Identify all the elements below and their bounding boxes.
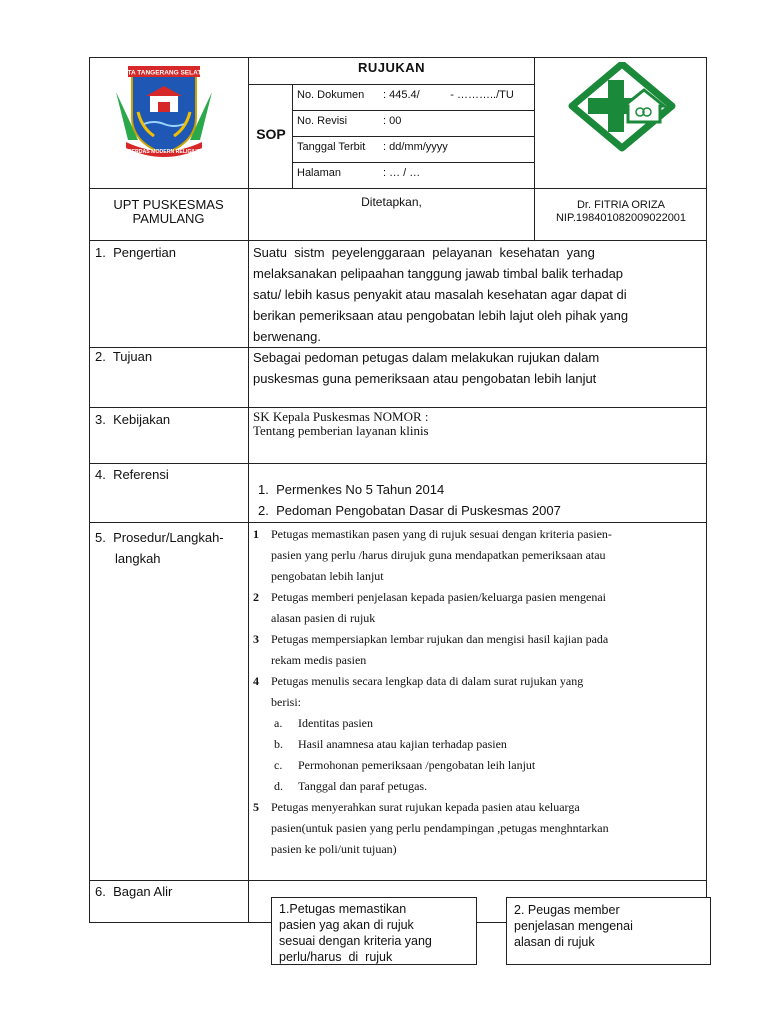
- tujuan-line: puskesmas guna pemeriksaan atau pengobatan lebih lanjut: [253, 371, 597, 386]
- pengertian-line: berwenang.: [253, 329, 321, 344]
- referensi-list: [258, 479, 698, 521]
- step-line: Petugas memastikan pasen yang di rujuk sesuai dengan kriteria pasien-: [271, 527, 612, 541]
- step-line: pasien(untuk pasien yang perlu pendampingan ,petugas menghntarkan: [271, 821, 609, 835]
- step-line: berisi:: [271, 695, 301, 709]
- label-tujuan: 2. Tujuan: [95, 349, 153, 364]
- flowchart-box-line: pasien yag akan di rujuk: [279, 918, 414, 932]
- referensi-item: 2. Pedoman Pengobatan Dasar di Puskesmas 2007: [258, 503, 561, 518]
- step-line: Petugas menulis secara lengkap data di dalam surat rujukan yang: [271, 674, 584, 688]
- step-number: 3: [253, 632, 259, 646]
- step-line: pasien yang perlu /harus dirujuk guna mendapatkan pemeriksaan atau: [271, 548, 606, 562]
- step-line: pasien ke poli/unit tujuan): [271, 842, 397, 856]
- sub-item-text: Permohonan pemeriksaan /pengobatan leih lanjut: [298, 758, 536, 772]
- sop-label: SOP: [256, 126, 286, 142]
- procedure-step: [253, 524, 703, 587]
- procedure-step: [253, 629, 703, 671]
- procedure-step: [253, 671, 703, 713]
- label-kebijakan: 3. Kebijakan: [95, 412, 171, 427]
- sub-item: [253, 713, 703, 734]
- referensi-item: 1. Permenkes No 5 Tahun 2014: [258, 482, 445, 497]
- step-number: 4: [253, 674, 259, 688]
- flowchart-box-line: perlu/harus di rujuk: [279, 950, 393, 964]
- step-line: alasan pasien di rujuk: [271, 611, 376, 625]
- label-prosedur-line2: langkah: [115, 551, 161, 566]
- step-line: Petugas mempersiapkan lembar rujukan dan mengisi hasil kajian pada: [271, 632, 609, 646]
- step-number: 5: [253, 800, 259, 814]
- flowchart-box-line: alasan di rujuk: [514, 935, 595, 949]
- field-value-halaman: : … / …: [383, 167, 421, 179]
- field-label-no-dokumen: No. Dokumen: [297, 89, 365, 101]
- step-line: Petugas memberi penjelasan kepada pasien/keluarga pasien mengenai: [271, 590, 606, 604]
- label-prosedur: [95, 527, 224, 569]
- kebijakan-text: [253, 410, 702, 438]
- field-value-tanggal-terbit: : dd/mm/yyyy: [383, 141, 448, 153]
- tujuan-text: [253, 347, 702, 389]
- flowchart-box-line: 2. Peugas member: [514, 903, 620, 917]
- pengertian-line: Suatu sistm peyelenggaraan pelayanan kesehatan yang: [253, 245, 595, 260]
- label-pengertian: 1. Pengertian: [95, 245, 176, 260]
- flowchart-box-1: [271, 897, 477, 965]
- sub-item-letter: c.: [274, 758, 283, 772]
- label-referensi: 4. Referensi: [95, 467, 169, 482]
- procedure-step: [253, 797, 703, 860]
- sub-item: [253, 755, 703, 776]
- field-value-no-revisi: : 00: [383, 115, 402, 127]
- step-line: Petugas menyerahkan surat rujukan kepada pasien atau keluarga: [271, 800, 580, 814]
- ditetapkan-label: Ditetapkan,: [361, 195, 422, 209]
- tujuan-line: Sebagai pedoman petugas dalam melakukan rujukan dalam: [253, 350, 600, 365]
- sub-item-letter: a.: [274, 716, 283, 730]
- pengertian-text: [253, 242, 702, 347]
- kebijakan-line: Tentang pemberian layanan klinis: [253, 423, 429, 438]
- signatory-nip: NIP.198401082009022001: [555, 212, 687, 224]
- sub-item-letter: d.: [274, 779, 283, 793]
- signatory-name: Dr. FITRIA ORIZA: [576, 199, 665, 211]
- flowchart-box-line: sesuai dengan kriteria yang: [279, 934, 432, 948]
- field-value-no-dokumen: : 445.4/ - ………../TU: [383, 89, 514, 101]
- step-number: 1: [253, 527, 259, 541]
- document-title: RUJUKAN: [357, 60, 426, 75]
- region-logo: [108, 62, 220, 162]
- org-name-line1: UPT PUSKESMAS: [113, 197, 224, 212]
- step-line: rekam medis pasien: [271, 653, 367, 667]
- puskesmas-logo: [568, 62, 676, 152]
- prosedur-steps: [253, 524, 703, 860]
- flowchart-connector: [477, 922, 506, 923]
- flowchart-box-line: penjelasan mengenai: [514, 919, 633, 933]
- label-prosedur-line1: 5. Prosedur/Langkah-: [95, 530, 224, 545]
- step-line: pengobatan lebih lanjut: [271, 569, 384, 583]
- sub-item: [253, 776, 703, 797]
- flowchart-box-2: [506, 897, 711, 965]
- org-name-line2: PAMULANG: [132, 211, 205, 226]
- flowchart-box-line: 1.Petugas memastikan: [279, 902, 407, 916]
- step-number: 2: [253, 590, 259, 604]
- pengertian-line: melaksanakan pelipaahan tanggung jawab timbal balik terhadap: [253, 266, 624, 281]
- sub-item: [253, 734, 703, 755]
- sub-item-text: Tanggal dan paraf petugas.: [298, 779, 428, 793]
- field-label-tanggal-terbit: Tanggal Terbit: [297, 141, 366, 153]
- sub-item-text: Identitas pasien: [298, 716, 373, 730]
- field-label-no-revisi: No. Revisi: [297, 115, 348, 127]
- sub-item-text: Hasil anamnesa atau kajian terhadap pasien: [298, 737, 507, 751]
- pengertian-line: berikan pemeriksaan atau pengobatan lebih lajut oleh pihak yang: [253, 308, 629, 323]
- field-label-halaman: Halaman: [297, 167, 342, 179]
- pengertian-line: satu/ lebih kasus penyakit atau masalah kesehatan agar dapat di: [253, 287, 627, 302]
- kebijakan-line: SK Kepala Puskesmas NOMOR :: [253, 409, 429, 424]
- logo-motto: CERDAS MODERN RELIGIUS: [127, 149, 201, 155]
- logo-region-text: KOTA TANGERANG SELATAN: [117, 69, 211, 77]
- procedure-step: [253, 587, 703, 629]
- sub-item-letter: b.: [274, 737, 283, 751]
- label-bagan-alir: 6. Bagan Alir: [95, 884, 173, 899]
